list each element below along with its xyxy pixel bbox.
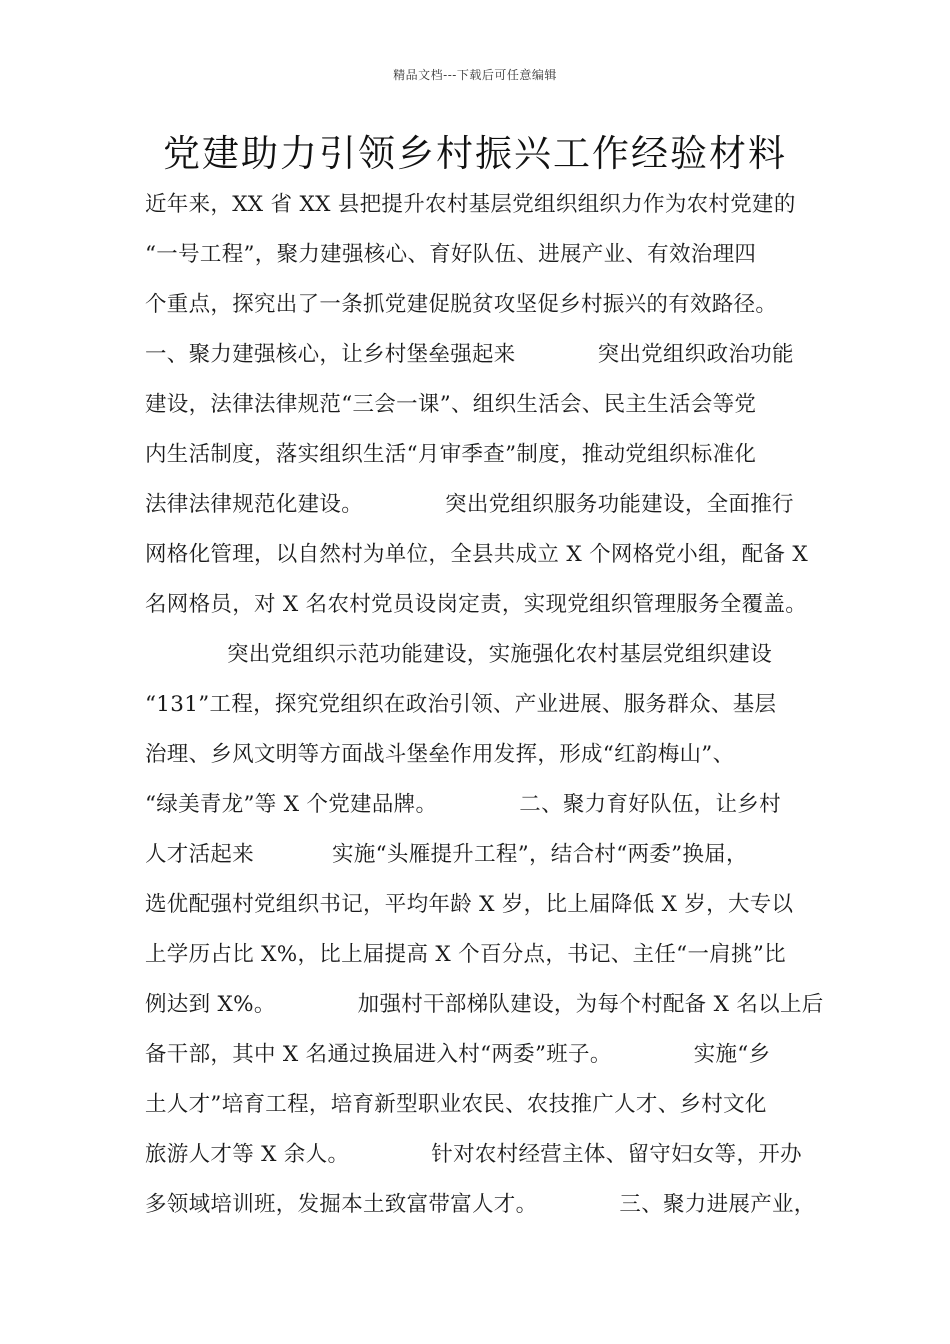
text-line bbox=[145, 980, 825, 1030]
line-text: “一号工程”，聚力建强核心、育好队伍、进展产业、有效治理四 bbox=[145, 242, 757, 267]
text-line bbox=[145, 730, 825, 780]
section-heading: 二、聚力育好队伍，让乡村 bbox=[519, 792, 781, 817]
line-text: 旅游人才等 X 余人。 bbox=[145, 1142, 350, 1167]
line-text: “131”工程，探究党组织在政治引领、产业进展、服务群众、基层 bbox=[145, 692, 777, 717]
section-heading: 人才活起来 bbox=[145, 842, 255, 867]
text-line bbox=[145, 1180, 825, 1230]
line-text: 多领域培训班，发掘本土致富带富人才。 bbox=[145, 1192, 538, 1217]
line-text: 上学历占比 X%，比上届提高 X 个百分点，书记、主任“一肩挑”比 bbox=[145, 942, 786, 967]
text-line bbox=[145, 230, 825, 280]
line-text: 近年来，XX 省 XX 县把提升农村基层党组织组织力作为农村党建的 bbox=[145, 192, 796, 217]
text-line bbox=[145, 630, 825, 680]
section-heading: 三、聚力进展产业， bbox=[619, 1192, 816, 1217]
line-text: 例达到 X%。 bbox=[145, 992, 276, 1017]
text-line bbox=[145, 880, 825, 930]
text-line bbox=[145, 480, 825, 530]
text-line bbox=[145, 380, 825, 430]
line-text: 实施“头雁提升工程”，结合村“两委”换届， bbox=[332, 842, 748, 867]
line-text: 突出党组织政治功能 bbox=[597, 342, 794, 367]
line-text: 突出党组织示范功能建设，实施强化农村基层党组织建设 bbox=[227, 642, 773, 667]
page-header-watermark: 精品文档---下载后可任意编辑 bbox=[393, 68, 557, 82]
line-text: 建设，法律法律规范“三会一课”、组织生活会、民主生活会等党 bbox=[145, 392, 757, 417]
document-body bbox=[145, 180, 825, 1230]
line-text: 名网格员，对 X 名农村党员设岗定责，实现党组织管理服务全覆盖。 bbox=[145, 592, 808, 617]
text-line bbox=[145, 680, 825, 730]
text-line bbox=[145, 330, 825, 380]
section-heading: 一、聚力建强核心，让乡村堡垒强起来 bbox=[145, 342, 516, 367]
text-line bbox=[145, 780, 825, 830]
text-line bbox=[145, 530, 825, 580]
line-text: “绿美青龙”等 X 个党建品牌。 bbox=[145, 792, 438, 817]
text-line bbox=[145, 430, 825, 480]
text-line bbox=[145, 1130, 825, 1180]
line-text: 加强村干部梯队建设，为每个村配备 X 名以上后 bbox=[357, 992, 824, 1017]
line-text: 个重点，探究出了一条抓党建促脱贫攻坚促乡村振兴的有效路径。 bbox=[145, 292, 778, 317]
line-text: 内生活制度，落实组织生活“月审季查”制度，推动党组织标准化 bbox=[145, 442, 757, 467]
text-line bbox=[145, 1080, 825, 1130]
text-line bbox=[145, 180, 825, 230]
line-text: 网格化管理，以自然村为单位，全县共成立 X 个网格党小组，配备 X bbox=[145, 542, 809, 567]
document-title: 党建助力引领乡村振兴工作经验材料 bbox=[163, 132, 787, 175]
text-line bbox=[145, 280, 825, 330]
line-text: 治理、乡风文明等方面战斗堡垒作用发挥，形成“红韵梅山”、 bbox=[145, 742, 735, 767]
line-text: 备干部，其中 X 名通过换届进入村“两委”班子。 bbox=[145, 1042, 612, 1067]
line-text: 实施“乡 bbox=[693, 1042, 771, 1067]
text-line bbox=[145, 1030, 825, 1080]
line-text: 针对农村经营主体、留守妇女等，开办 bbox=[431, 1142, 802, 1167]
line-text: 法律法律规范化建设。 bbox=[145, 492, 364, 517]
line-text: 土人才”培育工程，培育新型职业农民、农技推广人才、乡村文化 bbox=[145, 1092, 767, 1117]
line-text: 突出党组织服务功能建设，全面推行 bbox=[445, 492, 794, 517]
text-line bbox=[145, 830, 825, 880]
text-line bbox=[145, 580, 825, 630]
line-text: 选优配强村党组织书记，平均年龄 X 岁，比上届降低 X 岁，大专以 bbox=[145, 892, 794, 917]
text-line bbox=[145, 930, 825, 980]
